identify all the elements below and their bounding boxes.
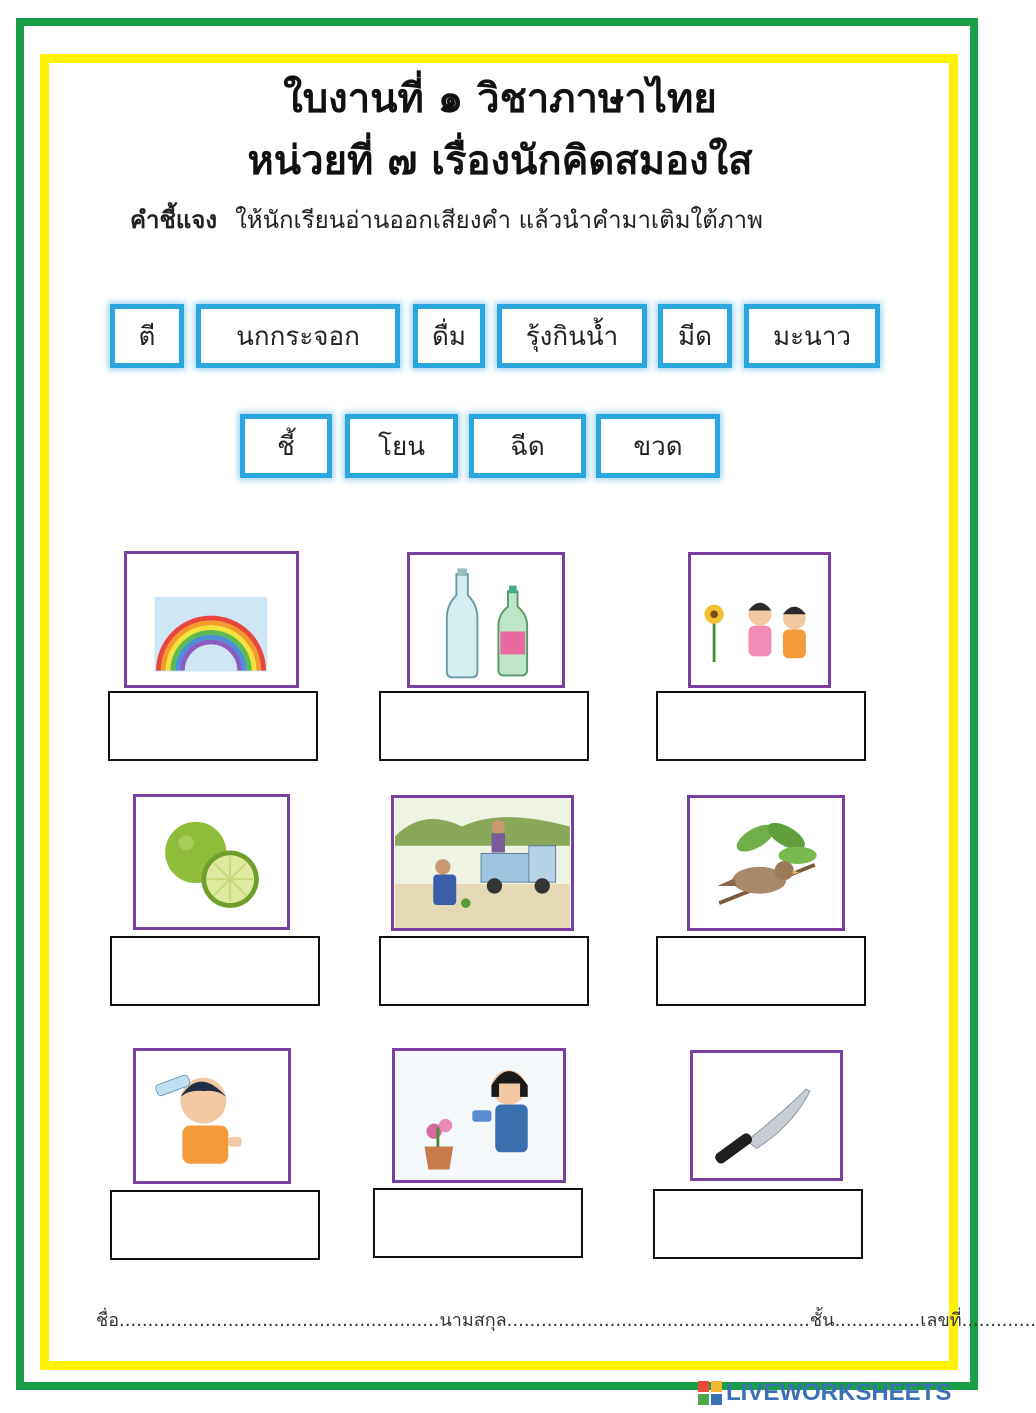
- answer-box[interactable]: [110, 1190, 320, 1260]
- surname-blank[interactable]: .....................................................: [506, 1310, 810, 1331]
- answer-box[interactable]: [656, 936, 866, 1006]
- instructions-text: ให้นักเรียนอ่านออกเสียงคำ แล้วนำคำมาเติมใต้ภาพ: [235, 206, 763, 234]
- worksheet-subtitle: หน่วยที่ ๗ เรื่องนักคิดสมองใส: [247, 137, 753, 184]
- surname-label: นามสกุล: [439, 1310, 507, 1331]
- children-pointing-image: [688, 552, 831, 688]
- number-blank[interactable]: .............: [961, 1310, 1036, 1331]
- sparrow-image: [687, 795, 845, 931]
- bottles-image: [407, 552, 565, 688]
- instructions: [130, 200, 763, 239]
- knife-image: [690, 1050, 843, 1181]
- lime-image: [133, 794, 290, 930]
- name-label: ชื่อ: [96, 1310, 120, 1331]
- word-card[interactable]: นกกระจอก: [196, 304, 400, 368]
- girl-spraying-image: [392, 1048, 566, 1183]
- word-card[interactable]: ขวด: [596, 414, 720, 478]
- word-card[interactable]: ตี: [110, 304, 184, 368]
- number-label: เลขที่: [920, 1310, 962, 1331]
- throwing-fruit-image: [391, 795, 574, 931]
- boy-drinking-image: [133, 1048, 291, 1184]
- grade-label: ชั้น: [809, 1310, 835, 1331]
- student-info-line: [96, 1305, 1036, 1334]
- answer-box[interactable]: [110, 936, 320, 1006]
- answer-box[interactable]: [379, 691, 589, 761]
- answer-box[interactable]: [656, 691, 866, 761]
- word-card[interactable]: มะนาว: [744, 304, 880, 368]
- answer-box[interactable]: [379, 936, 589, 1006]
- word-card[interactable]: ชี้: [240, 414, 332, 478]
- answer-box[interactable]: [108, 691, 318, 761]
- rainbow-image: [124, 551, 299, 688]
- logo-text: LIVEWORKSHEETS: [726, 1379, 952, 1406]
- grade-blank[interactable]: ...............: [834, 1310, 921, 1331]
- answer-box[interactable]: [373, 1188, 583, 1258]
- word-card[interactable]: ดื่ม: [413, 304, 485, 368]
- word-card[interactable]: รุ้งกินน้ำ: [497, 304, 647, 368]
- answer-box[interactable]: [653, 1189, 863, 1259]
- worksheet-title: ใบงานที่ ๑ วิชาภาษาไทย: [283, 75, 717, 122]
- liveworksheets-logo: [698, 1378, 951, 1408]
- instructions-label: คำชี้แจง: [130, 206, 218, 234]
- word-card[interactable]: โยน: [345, 414, 458, 478]
- liveworksheets-mark-icon: [698, 1381, 722, 1405]
- word-card[interactable]: ฉีด: [469, 414, 586, 478]
- name-blank[interactable]: ........................................................: [119, 1310, 440, 1331]
- word-card[interactable]: มีด: [658, 304, 732, 368]
